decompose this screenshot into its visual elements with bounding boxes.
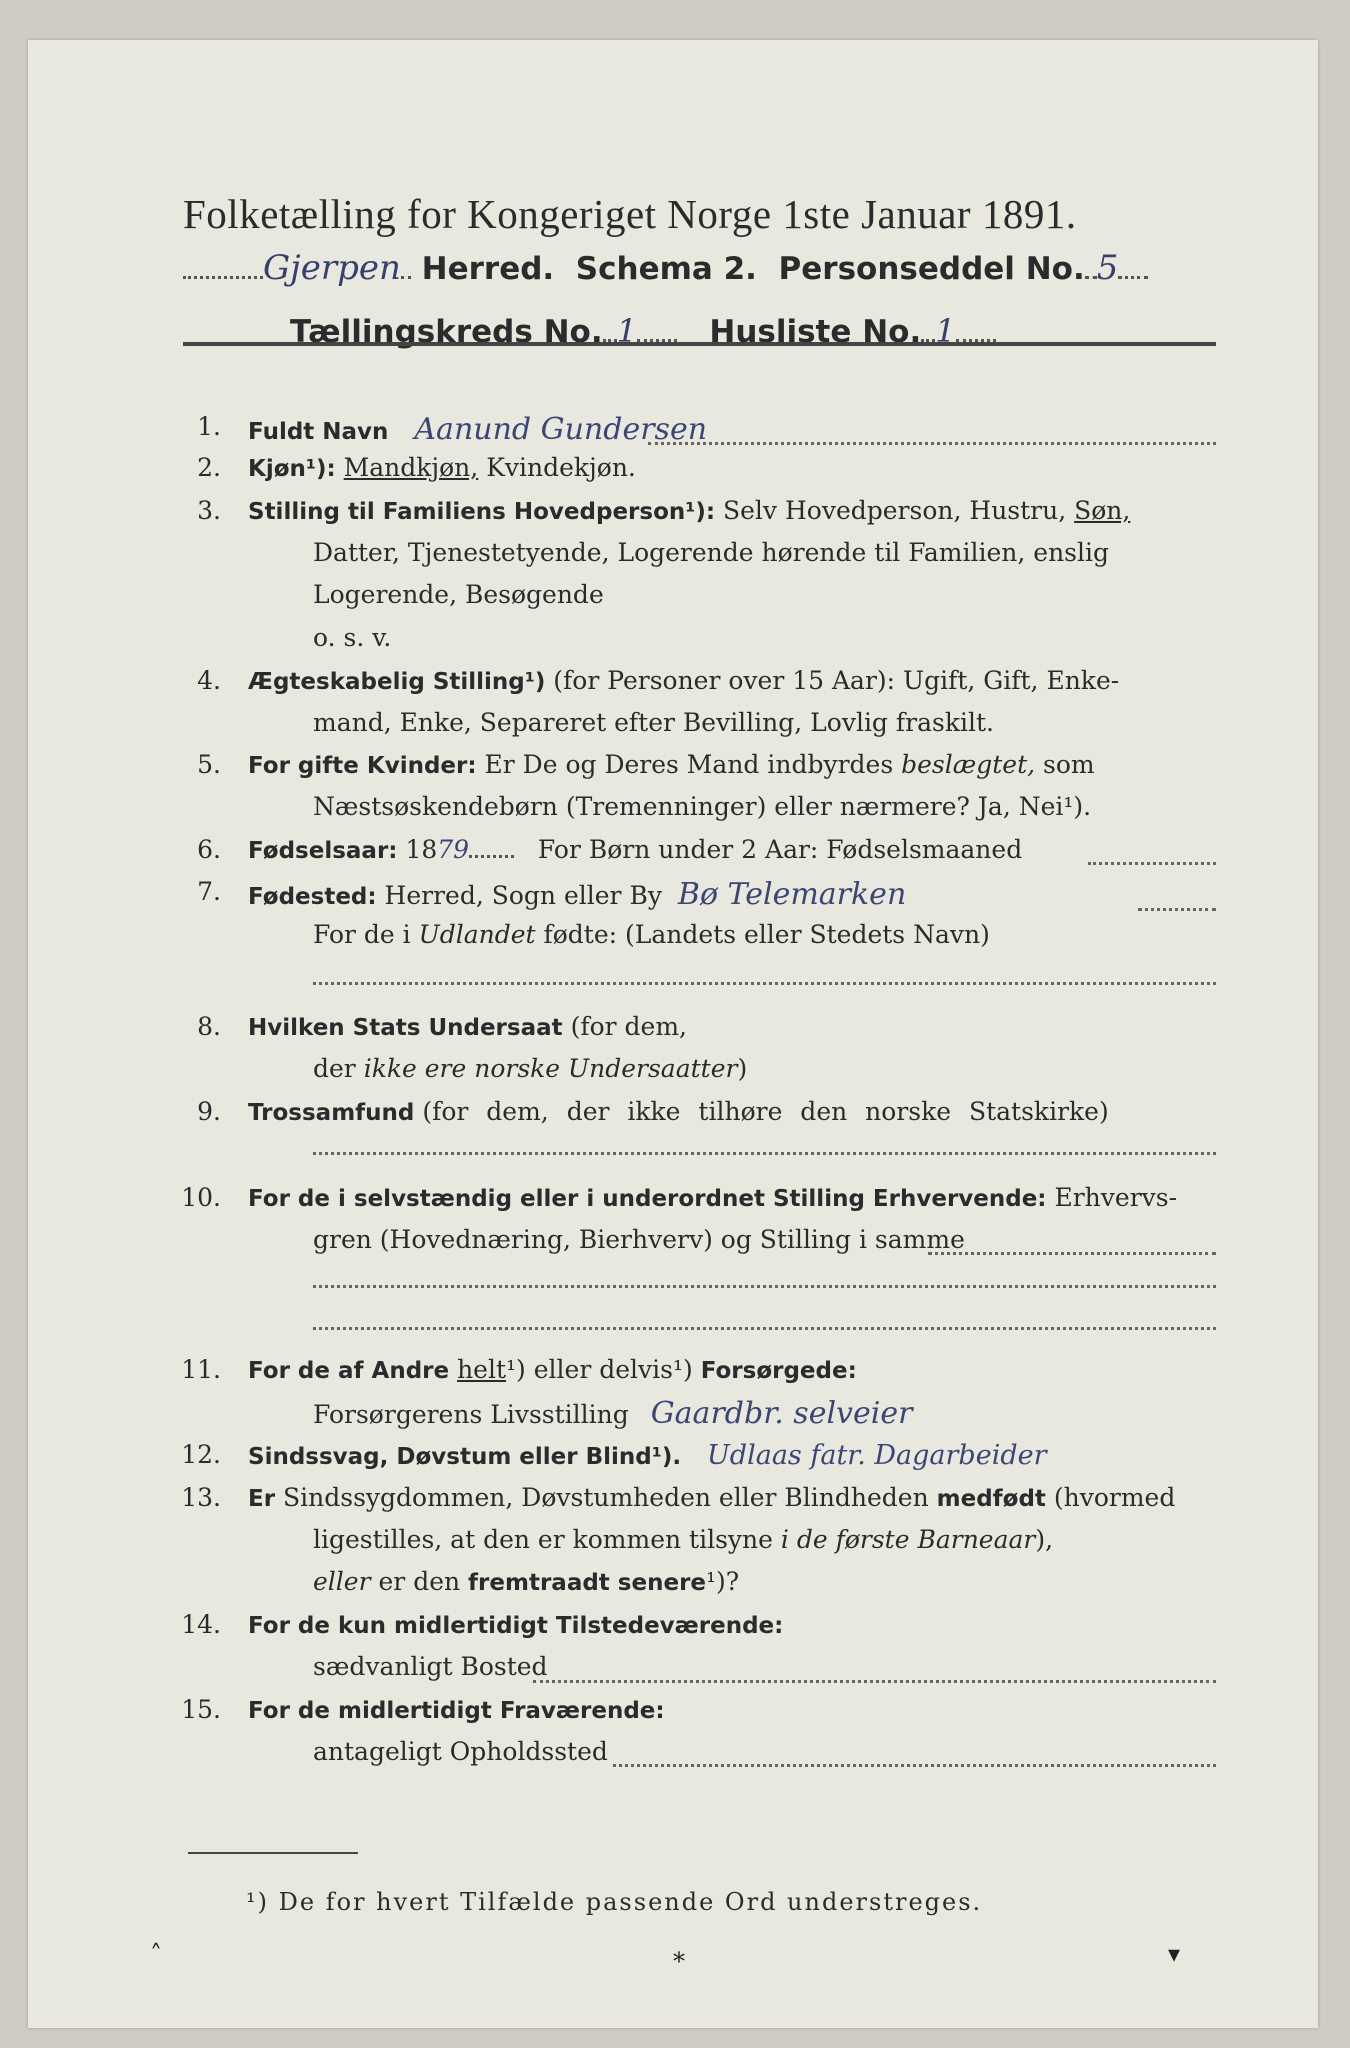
q11-helt: helt	[457, 1355, 507, 1384]
pencil-mark-center: ⁎	[673, 1940, 685, 1968]
q6-line: Fødselsaar: 1879 For Børn under 2 Aar: Fødselsmaaned	[248, 835, 1023, 864]
q13-line-2: ligestilles, at den er kommen tilsyne i de første Barneaar),	[313, 1525, 1054, 1554]
q1-answer: Aanund Gundersen	[414, 412, 708, 447]
q11-answer: Gaardbr. selveier	[650, 1396, 913, 1431]
q8-line-1: Hvilken Stats Undersaat (for dem,	[248, 1012, 687, 1041]
kreds-no: 1	[616, 312, 637, 350]
q8-line-2: der ikke ere norske Undersaatter)	[313, 1054, 748, 1083]
header-rule	[183, 342, 1216, 346]
q3-line-1: Stilling til Familiens Hovedperson¹): Selv Hovedperson, Hustru, Søn,	[248, 496, 1131, 525]
q5-line-1: For gifte Kvinder: Er De og Deres Mand indbyrdes beslægtet, som	[248, 750, 1095, 779]
q12-line: Sindssvag, Døvstum eller Blind¹). Udlaas fatr. Dagarbeider	[248, 1440, 1047, 1471]
q10-line-1: For de i selvstændig eller i underordnet Stilling Erhvervende: Erhvervs-	[248, 1183, 1178, 1212]
header-line-1: Gjerpen Herred. Schema 2. Personseddel No. 5	[183, 248, 1148, 288]
q3-son: Søn,	[1074, 496, 1131, 525]
footnote: ¹) De for hvert Tilfælde passende Ord understreges.	[246, 1888, 983, 1916]
pencil-mark-right: ▾	[1168, 1940, 1181, 1968]
q4-line-1: Ægteskabelig Stilling¹) (for Personer over 15 Aar): Ugift, Gift, Enke-	[248, 666, 1120, 695]
q6-year: 79	[437, 835, 470, 864]
pencil-mark-left: ˄	[150, 1940, 162, 1968]
footnote-rule	[188, 1852, 358, 1854]
q7-line-1: Fødested: Herred, Sogn eller By Bø Telemarken	[248, 877, 907, 912]
husliste-no: 1	[935, 312, 956, 350]
q7-line-2: For de i Udlandet fødte: (Landets eller Stedets Navn)	[313, 920, 990, 949]
q7-answer: Bø Telemarken	[677, 877, 907, 912]
q14-line-1: For de kun midlertidigt Tilstedeværende:	[248, 1613, 784, 1639]
header-line-2: Tællingskreds No. 1 Husliste No. 1	[290, 312, 996, 350]
q2-mandkjon: Mandkjøn,	[343, 453, 479, 482]
q11-line-2: Forsørgerens Livsstilling Gaardbr. selveier	[313, 1396, 913, 1431]
q1-num: 1.	[197, 412, 221, 441]
q11-line-1: For de af Andre helt¹) eller delvis¹) Forsørgede:	[248, 1355, 857, 1384]
q2-line: Kjøn¹): Mandkjøn, Kvindekjøn.	[248, 453, 636, 482]
census-form-sheet: Folketælling for Kongeriget Norge 1ste Januar 1891. Gjerpen Herred. Schema 2. Personseddel No. 5 Tællingskreds No. 1 Husliste No. 1 1. Fuldt Navn Aanund Gundersen 2. Kjøn¹): Mandkjøn, Kvindekjøn. 3. Stilling til Familiens Hovedperson¹): Selv Hovedperson, Hustru, Søn, Datter, Tjenestetyende, Logerende hørende til Familien, enslig Logerende, Besøgende o. s. v. 4. Ægteskabelig Stilling¹) (for Personer over 15 Aar): Ugift, Gift, Enke- mand, Enke, Separeret efter Bevilling, Lovlig fraskilt. 5. For gifte Kvinder: Er De og Deres Mand indbyrdes beslægtet, som Næstsøskendebørn (Tremenninger) eller nærmere? Ja, Nei¹). 6. Fødselsaar: 1879 For Børn under 2 Aar: Fødselsmaaned 7. Fødested: Herred, Sogn eller By Bø Telemarken For de i Udlandet fødte: (Landets eller Stedets Navn) 8. Hvilken Stats Undersaat (for dem, der ikke ere norske Undersaatter) 9. Trossamfund (for dem, der ikke tilhøre den norske Statskirke) 10. For de i selvstændig eller i underordnet Stilling Erhvervende: Erhvervs- gren (Hovednæring, Bierhverv) og Stilling i samme 11. For de af Andre helt¹) eller delvis¹) Forsørgede: Forsørgerens Livsstilling Gaardbr. selveier 12. Sindssvag, Døvstum eller Blind¹). Udlaas fatr. Dagarbeider 13. Er Sindssygdommen, Døvstumheden eller Blindheden medfødt (hvormed ligestilles, at den er kommen tilsyne i de første Barneaar), eller er den fremtraadt senere¹)? 14. For de kun midlertidigt Tilstedeværende: sædvanligt Bosted 15. For de midlertidigt Fraværende: antageligt Opholdssted ¹) De for hvert Tilfælde passende Ord understreges. ˄ ⁎ ▾	[28, 40, 1318, 2028]
herred-handwritten: Gjerpen	[263, 248, 401, 288]
form-title: Folketælling for Kongeriget Norge 1ste Januar 1891.	[183, 191, 1077, 237]
q9-line: Trossamfund (for dem, der ikke tilhøre den norske Statskirke)	[248, 1097, 1109, 1126]
q1-line: Fuldt Navn Aanund Gundersen	[248, 412, 708, 447]
q13-line-3: eller er den fremtraadt senere¹)?	[313, 1567, 740, 1596]
q13-line-1: Er Sindssygdommen, Døvstumheden eller Blindheden medfødt (hvormed	[248, 1483, 1176, 1512]
personseddel-no: 5	[1096, 248, 1119, 288]
q15-line-1: For de midlertidigt Fraværende:	[248, 1698, 665, 1724]
q12-answer: Udlaas fatr. Dagarbeider	[707, 1440, 1047, 1471]
